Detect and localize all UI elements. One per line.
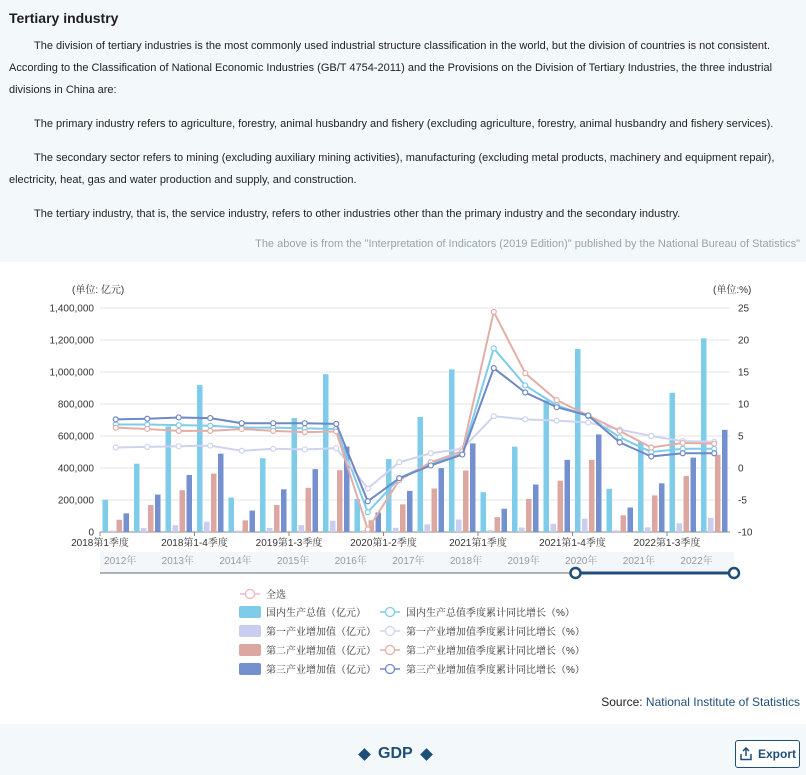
left-tick-label: 1,000,000: [49, 367, 94, 379]
point-primary_line: [113, 445, 118, 450]
slider-year-label: 2021年: [622, 556, 656, 567]
bar-tertiary: [722, 430, 728, 532]
legend-swatch-secondary[interactable]: [239, 644, 261, 656]
bar-gdp: [575, 349, 581, 532]
slider-year-label: 2014年: [219, 556, 252, 567]
slider-year-label: 2019年: [507, 556, 540, 567]
point-secondary_line: [145, 426, 150, 431]
point-secondary_line: [365, 527, 370, 532]
bar-primary: [582, 519, 588, 532]
point-gdp_line: [617, 435, 622, 440]
bar-secondary: [621, 515, 627, 532]
bar-primary: [141, 528, 147, 532]
legend-select-all-marker: [246, 590, 255, 599]
footer-title-group: [360, 745, 431, 763]
legend-swatch-primary[interactable]: [239, 625, 261, 637]
line-primary_line: [116, 416, 715, 488]
right-tick-label: 10: [738, 399, 750, 411]
point-primary_line: [523, 417, 528, 422]
bar-secondary: [337, 470, 343, 532]
legend-secondary_line-marker: [386, 646, 395, 655]
slider-year-label: 2012年: [104, 556, 137, 567]
section-title: Tertiary industry: [9, 10, 119, 26]
bar-tertiary: [187, 475, 193, 532]
bar-primary: [708, 518, 714, 532]
point-secondary_line: [271, 428, 276, 433]
bar-secondary: [715, 455, 721, 532]
export-label: Export: [757, 747, 796, 761]
bar-gdp: [229, 498, 235, 532]
slider-start-handle[interactable]: [571, 568, 581, 578]
slider-end-handle[interactable]: [729, 568, 739, 578]
bar-gdp: [292, 418, 298, 532]
bar-gdp: [418, 417, 424, 532]
export-button[interactable]: [735, 740, 800, 768]
bar-tertiary: [565, 460, 571, 532]
bar-gdp: [103, 500, 109, 532]
legend-gdp_line-marker: [386, 608, 395, 617]
point-tertiary_line: [397, 476, 402, 481]
bar-secondary: [652, 495, 658, 532]
footer-bar: [0, 724, 806, 775]
point-tertiary_line: [239, 421, 244, 426]
point-secondary_line: [649, 445, 654, 450]
legend-label-gdp_line: 国内生产总值季度累计同比增长（%）: [406, 608, 575, 619]
primary-industry-paragraph: The primary industry refers to agriculture, forestry, animal husbandry and fishery (excluding agriculture, forestry, animal husbandry and fishery services).: [34, 118, 774, 130]
right-tick-label: 25: [738, 303, 750, 315]
bar-tertiary: [533, 484, 539, 532]
bar-secondary: [180, 490, 186, 532]
bar-primary: [267, 528, 273, 532]
slider-year-label: 2022年: [680, 556, 713, 567]
point-tertiary_line: [145, 416, 150, 421]
diamond-icon: [358, 748, 371, 761]
point-primary_line: [428, 451, 433, 456]
x-tick-label: 2021第1-4季度: [539, 538, 606, 549]
slider-year-label: 2015年: [276, 556, 310, 567]
line-secondary_line: [116, 312, 715, 530]
point-primary_line: [208, 443, 213, 448]
bar-tertiary: [628, 508, 634, 532]
bar-secondary: [589, 460, 595, 532]
point-tertiary_line: [176, 415, 181, 420]
x-tick-label: 2021第1季度: [449, 538, 507, 549]
bar-gdp: [166, 426, 172, 532]
right-tick-label: -5: [738, 495, 747, 507]
point-gdp_line: [365, 510, 370, 515]
legend-label-tertiary: 第三产业增加值（亿元）: [266, 665, 376, 676]
point-secondary_line: [176, 428, 181, 433]
point-primary_line: [649, 434, 654, 439]
legend-primary_line-marker: [386, 627, 395, 636]
bar-tertiary: [470, 443, 476, 532]
point-secondary_line: [617, 428, 622, 433]
point-secondary_line: [491, 309, 496, 314]
point-secondary_line: [302, 430, 307, 435]
bar-tertiary: [155, 495, 161, 532]
legend-select-all-label: 全选: [266, 590, 286, 601]
bar-secondary: [243, 520, 249, 532]
left-axis-unit: (单位: 亿元): [72, 285, 125, 296]
point-tertiary_line: [617, 440, 622, 445]
left-tick-label: 600,000: [57, 431, 94, 443]
bar-primary: [204, 522, 210, 532]
point-gdp_line: [523, 383, 528, 388]
export-icon: [739, 747, 753, 761]
legend-tertiary_line-marker: [386, 665, 395, 674]
bar-primary: [393, 528, 399, 532]
x-tick-label: 2018第1-4季度: [161, 538, 228, 549]
right-tick-label: 0: [738, 463, 744, 475]
point-tertiary_line: [554, 405, 559, 410]
slider-year-label: 2017年: [392, 556, 425, 567]
point-secondary_line: [712, 441, 717, 446]
bar-tertiary: [659, 483, 665, 532]
point-gdp_line: [208, 423, 213, 428]
left-tick-label: 1,200,000: [49, 335, 94, 347]
diamond-icon: [420, 748, 433, 761]
right-tick-label: 15: [738, 367, 750, 379]
bar-tertiary: [502, 509, 508, 532]
point-tertiary_line: [491, 366, 496, 371]
bar-tertiary: [313, 469, 319, 532]
legend-label-primary_line: 第一产业增加值季度累计同比增长（%）: [406, 627, 585, 638]
bar-secondary: [684, 476, 690, 532]
bar-primary: [425, 524, 431, 532]
point-tertiary_line: [680, 451, 685, 456]
bar-tertiary: [407, 491, 413, 532]
bar-gdp: [323, 374, 329, 532]
point-tertiary_line: [302, 421, 307, 426]
slider-year-label: 2018年: [449, 556, 483, 567]
bar-tertiary: [596, 434, 602, 532]
legend-label-secondary_line: 第二产业增加值季度累计同比增长（%）: [406, 646, 585, 657]
legend-label-secondary: 第二产业增加值（亿元）: [266, 646, 376, 657]
bar-gdp: [134, 464, 140, 532]
right-tick-label: 20: [738, 335, 750, 347]
intro-paragraph: The division of tertiary industries is the most commonly used industrial structure classification in the world, but the division of countries is not consistent. According to the Classification of National Economic Industries (GB/T 4754-2011) and the Provisions on the Division of Tertiary Industries, the three industrial divisions in China are:: [9, 40, 773, 96]
bar-gdp: [701, 338, 707, 532]
bar-primary: [299, 525, 305, 532]
legend-swatch-gdp[interactable]: [239, 606, 261, 618]
bar-secondary: [495, 517, 501, 532]
point-tertiary_line: [586, 413, 591, 418]
bar-primary: [519, 527, 525, 532]
point-secondary_line: [239, 426, 244, 431]
point-secondary_line: [113, 425, 118, 430]
point-tertiary_line: [460, 452, 465, 457]
left-tick-label: 800,000: [57, 399, 94, 411]
bar-gdp: [670, 393, 676, 532]
point-gdp_line: [491, 346, 496, 351]
point-tertiary_line: [428, 463, 433, 468]
point-tertiary_line: [271, 421, 276, 426]
slider-year-label: 2013年: [161, 556, 194, 567]
bar-primary: [551, 524, 557, 532]
point-secondary_line: [208, 428, 213, 433]
bar-tertiary: [281, 489, 287, 532]
bar-secondary: [400, 504, 406, 532]
point-primary_line: [271, 446, 276, 451]
source-label: Source:: [601, 695, 643, 709]
bar-primary: [173, 525, 179, 532]
bar-gdp: [481, 492, 487, 532]
point-primary_line: [334, 446, 339, 451]
bar-primary: [456, 520, 462, 532]
citation-note: The above is from the "Interpretation of Indicators (2019 Edition)" published by the National Bureau of Statistics": [255, 238, 800, 250]
legend-label-tertiary_line: 第三产业增加值季度累计同比增长（%）: [406, 665, 585, 676]
bar-tertiary: [250, 511, 256, 532]
footer-title: GDP: [378, 745, 413, 762]
bar-secondary: [148, 505, 154, 532]
x-tick-label: 2022第1-3季度: [633, 538, 701, 549]
left-tick-label: 0: [88, 527, 94, 539]
bar-primary: [488, 530, 494, 532]
bar-secondary: [463, 471, 469, 532]
bar-primary: [645, 527, 651, 532]
bar-primary: [677, 523, 683, 532]
line-tertiary_line: [116, 368, 715, 501]
point-tertiary_line: [113, 417, 118, 422]
point-tertiary_line: [712, 451, 717, 456]
right-tick-label: 5: [738, 431, 744, 443]
point-primary_line: [397, 460, 402, 465]
right-axis-unit: (单位:%): [713, 285, 752, 296]
bar-secondary: [274, 505, 280, 532]
slider-year-label: 2016年: [334, 556, 367, 567]
bar-tertiary: [218, 454, 224, 532]
intro-section: [0, 0, 806, 262]
bar-secondary: [117, 520, 123, 532]
left-tick-label: 400,000: [57, 463, 94, 475]
point-tertiary_line: [334, 421, 339, 426]
point-primary_line: [145, 444, 150, 449]
bar-primary: [110, 531, 116, 532]
bar-secondary: [211, 474, 217, 532]
bar-primary: [330, 521, 336, 532]
tertiary-industry-paragraph: The tertiary industry, that is, the service industry, refers to other industries other than the primary industry and the secondary industry.: [34, 208, 681, 220]
point-primary_line: [176, 444, 181, 449]
point-primary_line: [365, 486, 370, 491]
bar-gdp: [607, 489, 613, 532]
bar-tertiary: [124, 513, 130, 532]
point-secondary_line: [523, 371, 528, 376]
point-primary_line: [491, 414, 496, 419]
chart-svg: [0, 275, 806, 685]
point-primary_line: [554, 418, 559, 423]
left-tick-label: 200,000: [57, 495, 94, 507]
bar-gdp: [197, 385, 203, 532]
point-secondary_line: [554, 398, 559, 403]
bar-primary: [614, 530, 620, 532]
right-tick-label: -10: [738, 527, 753, 539]
bar-secondary: [558, 481, 564, 532]
bar-primary: [236, 531, 242, 532]
legend-label-gdp: 国内生产总值（亿元）: [266, 608, 366, 619]
secondary-industry-paragraph: The secondary sector refers to mining (excluding auxiliary mining activities), manufacturing (excluding metal products, machinery and equipment repair), electricity, heat, gas and water production and supply, and construction.: [9, 152, 775, 186]
legend-label-primary: 第一产业增加值（亿元）: [266, 627, 376, 638]
bar-secondary: [306, 488, 312, 532]
point-primary_line: [302, 447, 307, 452]
point-secondary_line: [680, 441, 685, 446]
bar-gdp: [638, 442, 644, 532]
left-tick-label: 1,400,000: [49, 303, 94, 315]
bar-gdp: [260, 458, 266, 532]
point-gdp_line: [176, 423, 181, 428]
source-line: [601, 695, 800, 709]
bar-tertiary: [691, 458, 697, 532]
slider-year-label: 2020年: [565, 556, 598, 567]
source-link[interactable]: National Institute of Statistics: [645, 695, 800, 709]
point-tertiary_line: [523, 390, 528, 395]
bar-secondary: [526, 499, 532, 532]
point-primary_line: [239, 448, 244, 453]
legend-swatch-tertiary[interactable]: [239, 663, 261, 675]
gdp-chart: [0, 275, 806, 685]
bar-secondary: [432, 489, 438, 532]
x-tick-label: 2019第1-3季度: [255, 538, 323, 549]
bar-tertiary: [439, 468, 445, 532]
point-tertiary_line: [649, 454, 654, 459]
x-tick-label: 2020第1-2季度: [350, 538, 417, 549]
point-tertiary_line: [365, 499, 370, 504]
x-tick-label: 2018第1季度: [71, 538, 129, 549]
point-primary_line: [586, 420, 591, 425]
bar-gdp: [512, 447, 518, 532]
point-tertiary_line: [208, 416, 213, 421]
